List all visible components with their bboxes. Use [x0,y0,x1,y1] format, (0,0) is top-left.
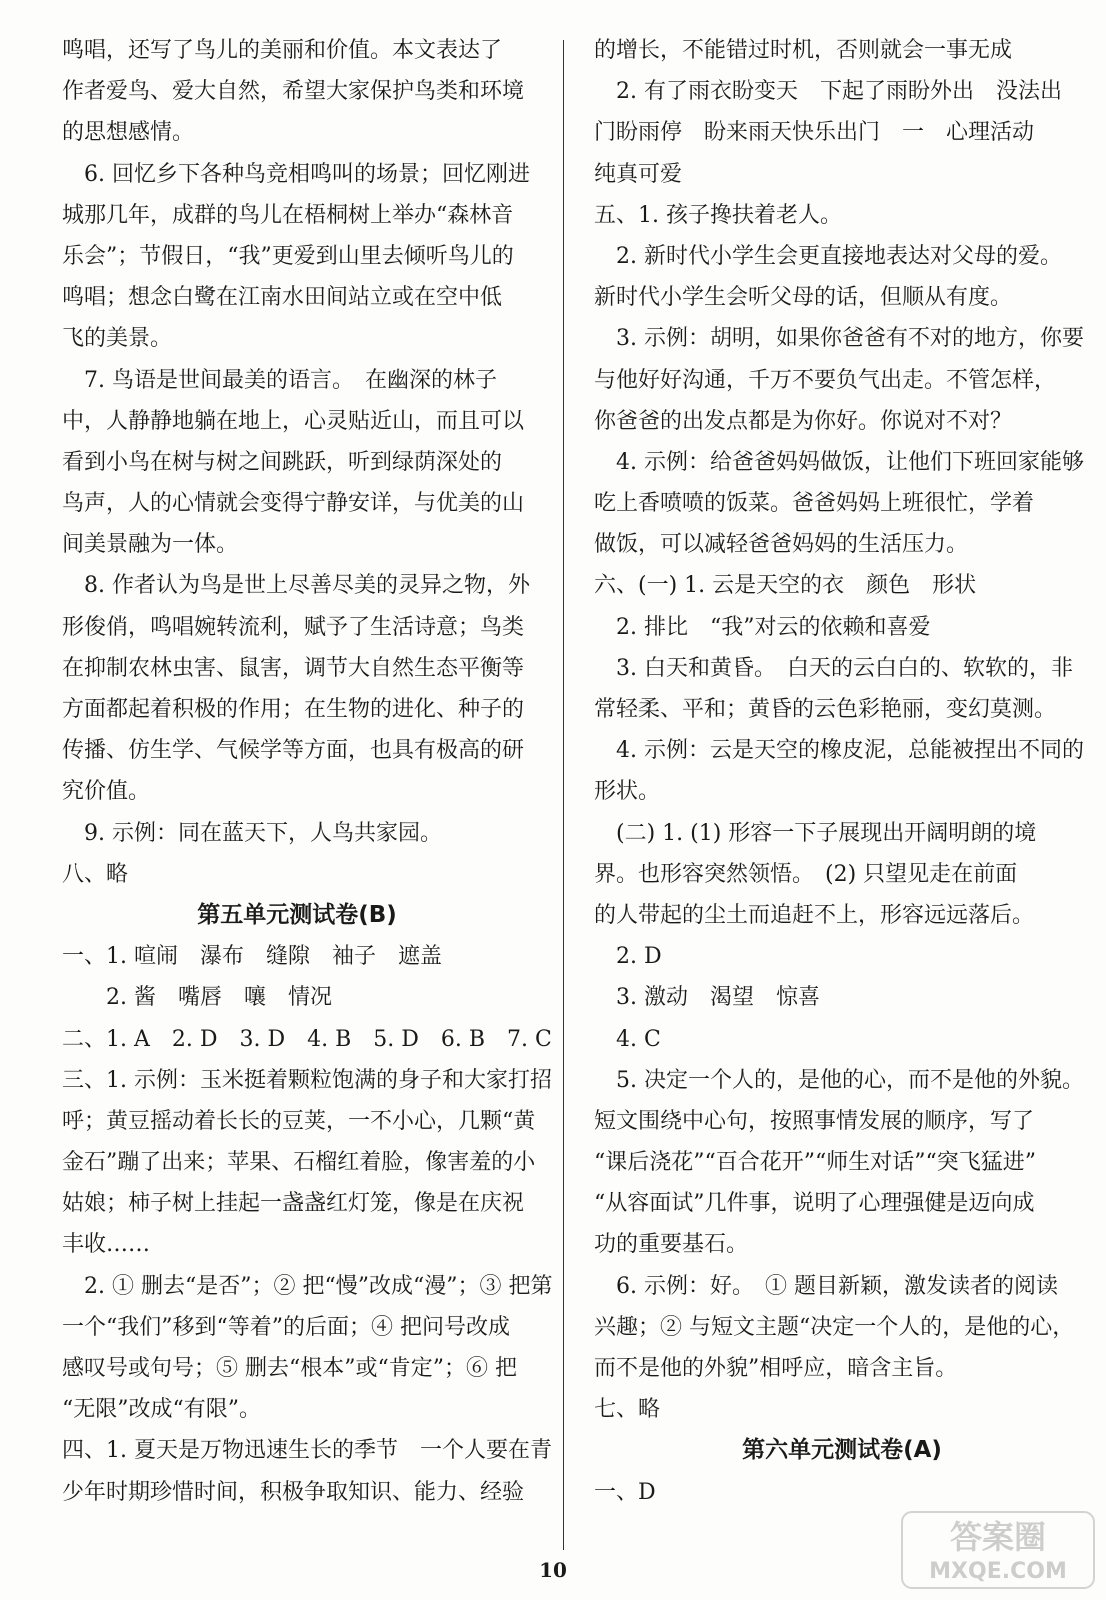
text-line: 金石”蹦了出来；苹果、石榴红着脸，像害羞的小 [62,1150,536,1176]
text-line: 在抑制农林虫害、鼠害，调节大自然生态平衡等 [62,655,525,681]
text-line: 八、略 [62,861,129,887]
text-line: 感叹号或句号；⑤ 删去“根本”或“肯定”；⑥ 把 [62,1356,517,1381]
text-line: 呼；黄豆摇动着长长的豆荚，一不小心，几颗“黄 [62,1108,536,1134]
text-line: 一、D [594,1479,656,1505]
text-line: 少年时期珍惜时间，积极争取知识、能力、经验 [62,1479,525,1505]
text-line: 飞的美景。 [62,326,173,352]
text-line: 间美景融为一体。 [62,532,239,558]
text-line: 6. 示例：好。 ① 题目新颖，激发读者的阅读 [594,1273,1058,1299]
text-line: 而不是他的外貌”相呼应，暗含主旨。 [594,1356,958,1381]
text-line: 2. 有了雨衣盼变天 下起了雨盼外出 没法出 [594,79,1062,105]
page-number: 10 [539,1558,567,1582]
text-line: 门盼雨停 盼来雨天快乐出门 一 心理活动 [594,120,1035,146]
text-line: 形俊俏，鸣唱婉转流利，赋予了生活诗意；鸟类 [62,614,525,640]
text-line: 做饭，可以减轻爸爸妈妈的生活压力。 [594,532,969,558]
text-line: 丰收…… [62,1232,151,1258]
text-line: “从容面试”几件事，说明了心理强健是迈向成 [594,1191,1035,1217]
text-line: 6. 回忆乡下各种鸟竞相鸣叫的场景；回忆刚进 [62,161,530,187]
text-line: 功的重要基石。 [594,1232,749,1258]
text-line: 四、1. 夏天是万物迅速生长的季节 一个人要在青 [62,1438,552,1464]
right-column [594,30,1090,1513]
text-line: 形状。 [594,779,661,805]
text-line: 4. 示例：云是天空的橡皮泥，总能被捏出不同的 [594,738,1084,764]
text-line: 兴趣；② 与短文主题“决定一个人的，是他的心， [594,1314,1075,1340]
text-line: 一、1. 喧闹 瀑布 缝隙 袖子 遮盖 [62,944,442,970]
text-line: 六、(一) 1. 云是天空的衣 颜色 形状 [594,573,977,599]
watermark-logo [900,1508,1096,1592]
text-line: 7. 鸟语是世间最美的语言。 在幽深的林子 [62,367,497,393]
text-line: 2. D [594,944,662,970]
text-line: 与他好好沟通，千万不要负气出走。不管怎样， [594,367,1057,393]
text-line: 鸣唱；想念白鹭在江南水田间站立或在空中低 [62,285,503,311]
watermark-line1: 答案圈 [949,1518,1047,1556]
text-line: 你爸爸的出发点都是为你好。你说对不对？ [594,408,1013,434]
text-line: 的人带起的尘土而追赶不上，形容远远落后。 [594,902,1035,928]
text-line: 短文围绕中心句，按照事情发展的顺序，写了 [594,1108,1035,1134]
section-heading: 第六单元测试卷(A) [742,1437,942,1464]
text-line: 2. 新时代小学生会更直接地表达对父母的爱。 [594,243,1062,269]
text-line: 城那几年，成群的鸟儿在梧桐树上举办“森林音 [62,202,514,228]
left-column [62,30,553,1513]
text-line: 3. 示例：胡明，如果你爸爸有不对的地方，你要 [594,326,1084,352]
text-line: 3. 激动 渴望 惊喜 [594,985,820,1011]
text-line: 作者爱鸟、爱大自然，希望大家保护鸟类和环境 [62,79,525,105]
text-line: “无限”改成“有限”。 [62,1397,261,1423]
column-divider [563,40,564,1550]
text-line: 新时代小学生会听父母的话，但顺从有度。 [594,285,1013,311]
text-line: “课后浇花”“百合花开”“师生对话”“突飞猛进” [594,1150,1036,1176]
text-line: 9. 示例：同在蓝天下，人鸟共家园。 [62,820,442,846]
text-line: 鸟声，人的心情就会变得宁静安详，与优美的山 [62,491,525,517]
text-line: 二、1. A 2. D 3. D 4. B 5. D 6. B 7. C [62,1026,552,1052]
text-line: 方面都起着积极的作用；在生物的进化、种子的 [62,697,525,722]
text-line: 纯真可爱 [594,161,683,187]
text-line: 姑娘；柿子树上挂起一盏盏红灯笼，像是在庆祝 [62,1191,525,1217]
text-line: 的思想感情。 [62,120,195,146]
text-line: 鸣唱，还写了鸟儿的美丽和价值。本文表达了 [62,38,503,63]
watermark-line2: MXQE.COM [929,1559,1067,1584]
text-line: 乐会”；节假日，“我”更爱到山里去倾听鸟儿的 [62,243,514,269]
text-line: 5. 决定一个人的，是他的心，而不是他的外貌。 [594,1067,1084,1093]
text-line: 五、1. 孩子搀扶着老人。 [594,202,842,228]
text-line: 界。也形容突然领悟。 (2) 只望见走在前面 [594,861,1018,887]
text-line: 2. 排比 “我”对云的依赖和喜爱 [594,614,931,640]
text-line: 常轻柔、平和；黄昏的云色彩艳丽，变幻莫测。 [594,697,1057,722]
text-line: 3. 白天和黄昏。 白天的云白白的、软软的，非 [594,655,1073,681]
text-line: 传播、仿生学、气候学等方面，也具有极高的研 [62,738,525,764]
text-line: (二) 1. (1) 形容一下子展现出开阔明朗的境 [594,820,1037,846]
text-line: 2. ① 删去“是否”；② 把“慢”改成“漫”；③ 把第 [62,1273,553,1299]
text-line: 吃上香喷喷的饭菜。爸爸妈妈上班很忙，学着 [594,491,1035,517]
text-line: 究价值。 [62,779,151,805]
text-line: 看到小鸟在树与树之间跳跃，听到绿荫深处的 [62,449,503,475]
text-line: 三、1. 示例：玉米挺着颗粒饱满的身子和大家打招 [62,1067,552,1093]
text-line: 8. 作者认为鸟是世上尽善尽美的灵异之物，外 [62,573,530,599]
section-heading: 第五单元测试卷(B) [197,901,397,928]
text-line: 4. 示例：给爸爸妈妈做饭，让他们下班回家能够 [594,449,1084,475]
text-line: 2. 酱 嘴唇 嚷 情况 [62,985,332,1011]
text-line: 一个“我们”移到“等着”的后面；④ 把问号改成 [62,1314,510,1340]
text-line: 七、略 [594,1397,661,1423]
text-line: 中，人静静地躺在地上，心灵贴近山，而且可以 [62,408,525,434]
text-line: 4. C [594,1026,661,1052]
text-line: 的增长，不能错过时机，否则就会一事无成 [594,38,1013,63]
